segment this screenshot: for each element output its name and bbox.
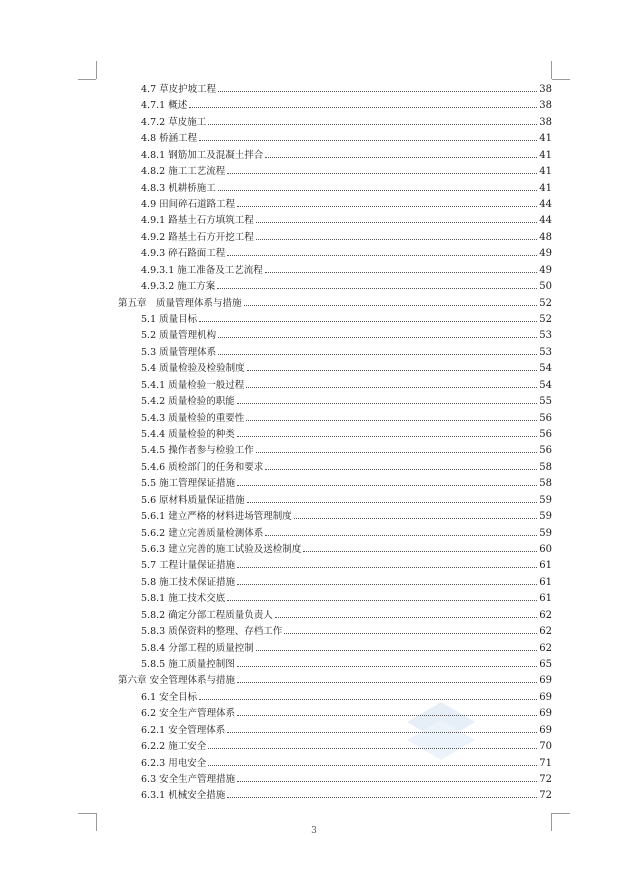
toc-entry[interactable] bbox=[141, 79, 552, 95]
toc-entry-label: 4.9.3.1 施工准备及工艺流程 bbox=[141, 264, 263, 276]
toc-entry[interactable] bbox=[141, 194, 552, 210]
toc-entry[interactable] bbox=[141, 555, 552, 571]
toc-dot-leader bbox=[246, 420, 537, 421]
toc-entry[interactable] bbox=[141, 161, 552, 177]
toc-entry-label: 6.3 安全生产管理措施 bbox=[141, 774, 236, 786]
toc-dot-leader bbox=[256, 452, 538, 453]
toc-entry-page: 41 bbox=[539, 149, 552, 161]
toc-entry-label: 4.9 田间碎石道路工程 bbox=[141, 199, 236, 210]
toc-entry-label: 4.8 桥涵工程 bbox=[141, 133, 198, 145]
toc-entry[interactable] bbox=[141, 490, 552, 506]
toc-dot-leader bbox=[227, 255, 537, 256]
toc-dot-leader bbox=[265, 157, 537, 158]
toc-dot-leader bbox=[237, 206, 537, 207]
toc-dot-leader bbox=[227, 173, 537, 174]
toc-entry-label: 4.9.3.2 施工方案 bbox=[141, 281, 216, 293]
toc-dot-leader bbox=[199, 321, 537, 322]
toc-entry-label: 5.8.4 分部工程的质量控制 bbox=[141, 642, 254, 654]
toc-entry-page: 71 bbox=[539, 757, 552, 769]
toc-entry-label: 5.5 施工管理保证措施 bbox=[141, 478, 236, 490]
toc-entry[interactable] bbox=[141, 260, 552, 276]
toc-entry[interactable] bbox=[141, 178, 552, 194]
toc-entry-label: 4.7.1 概述 bbox=[141, 100, 188, 112]
toc-entry-page: 53 bbox=[539, 330, 552, 342]
toc-entry-label: 5.4.3 质量检验的重要性 bbox=[141, 412, 245, 424]
toc-entry-label: 5.8.2 确定分部工程质量负责人 bbox=[141, 609, 273, 621]
toc-dot-leader bbox=[218, 91, 537, 92]
toc-entry-label: 5.4.6 质检部门的任务和要求 bbox=[141, 461, 264, 473]
toc-entry-page: 54 bbox=[539, 363, 552, 375]
toc-entry-label: 4.9.2 路基土石方开挖工程 bbox=[141, 231, 254, 243]
toc-entry-page: 61 bbox=[539, 576, 552, 588]
toc-entry-label: 4.7.2 草皮施工 bbox=[141, 116, 207, 128]
toc-entry[interactable] bbox=[141, 210, 552, 226]
toc-dot-leader bbox=[294, 518, 538, 519]
toc-entry-page: 69 bbox=[539, 691, 552, 703]
toc-entry-page: 59 bbox=[539, 494, 552, 506]
toc-entry-label: 5.2 质量管理机构 bbox=[141, 330, 217, 342]
toc-entry-label: 4.9.1 路基土石方填筑工程 bbox=[141, 215, 254, 227]
toc-entry-page: 59 bbox=[539, 511, 552, 523]
toc-entry-label: 5.6 原材料质量保证措施 bbox=[141, 494, 245, 506]
toc-entry-label: 5.8.5 施工质量控制图 bbox=[141, 659, 235, 671]
toc-entry[interactable] bbox=[141, 408, 552, 424]
toc-entry-page: 44 bbox=[539, 199, 552, 210]
toc-dot-leader bbox=[189, 107, 537, 108]
toc-entry[interactable] bbox=[141, 473, 552, 489]
toc-dot-leader bbox=[275, 617, 538, 618]
toc-dot-leader bbox=[256, 222, 538, 223]
toc-entry-page: 72 bbox=[539, 790, 552, 802]
toc-entry-page: 62 bbox=[539, 609, 552, 621]
toc-dot-leader bbox=[303, 551, 537, 552]
toc-entry[interactable] bbox=[141, 112, 552, 128]
toc-entry[interactable] bbox=[141, 621, 552, 637]
toc-entry-page: 41 bbox=[539, 166, 552, 178]
crop-mark-bottom-left bbox=[78, 813, 96, 814]
toc-entry[interactable] bbox=[141, 572, 552, 588]
toc-chapter-entry[interactable] bbox=[118, 670, 552, 686]
toc-entry-label: 5.6.2 建立完善质量检测体系 bbox=[141, 527, 264, 539]
toc-entry-label: 6.2.1 安全管理体系 bbox=[141, 724, 226, 736]
toc-entry-page: 62 bbox=[539, 626, 552, 638]
toc-dot-leader bbox=[208, 748, 537, 749]
toc-entry-label: 5.4.4 质量检验的种类 bbox=[141, 429, 235, 441]
toc-dot-leader bbox=[237, 584, 537, 585]
toc-entry-label: 5.7 工程计量保证措施 bbox=[141, 560, 236, 572]
toc-entry[interactable] bbox=[141, 588, 552, 604]
toc-entry-page: 54 bbox=[539, 379, 552, 391]
toc-entry[interactable] bbox=[141, 703, 552, 719]
toc-dot-leader bbox=[256, 239, 538, 240]
toc-dot-leader bbox=[237, 682, 537, 683]
toc-dot-leader bbox=[237, 403, 538, 404]
toc-entry-page: 58 bbox=[539, 478, 552, 490]
toc-dot-leader bbox=[227, 732, 537, 733]
toc-entry-page: 41 bbox=[539, 133, 552, 145]
toc-entry-page: 65 bbox=[539, 659, 552, 671]
crop-mark-top-left bbox=[78, 79, 96, 80]
toc-entry-page: 61 bbox=[539, 593, 552, 605]
toc-entry-page: 50 bbox=[539, 281, 552, 293]
toc-dot-leader bbox=[246, 387, 537, 388]
toc-dot-leader bbox=[237, 666, 538, 667]
toc-dot-leader bbox=[237, 436, 538, 437]
toc-dot-leader bbox=[199, 699, 537, 700]
toc-entry[interactable] bbox=[141, 605, 552, 621]
toc-entry[interactable] bbox=[141, 785, 552, 801]
toc-entry-page: 69 bbox=[539, 724, 552, 736]
toc-entry-label: 6.2 安全生产管理体系 bbox=[141, 708, 236, 720]
toc-entry[interactable] bbox=[141, 506, 552, 522]
toc-entry-page: 56 bbox=[539, 429, 552, 441]
toc-entry-page: 49 bbox=[539, 248, 552, 260]
toc-dot-leader bbox=[208, 765, 537, 766]
toc-dot-leader bbox=[218, 337, 537, 338]
toc-entry-page: 72 bbox=[539, 774, 552, 786]
toc-entry-label: 5.1 质量目标 bbox=[141, 314, 198, 326]
toc-entry[interactable] bbox=[141, 687, 552, 703]
toc-entry-page: 70 bbox=[539, 741, 552, 753]
toc-dot-leader bbox=[265, 272, 538, 273]
toc-entry-label: 5.4 质量检验及检验制度 bbox=[141, 363, 245, 375]
toc-dot-leader bbox=[265, 535, 537, 536]
crop-mark-top-right bbox=[552, 79, 570, 80]
toc-entry[interactable] bbox=[141, 440, 552, 456]
toc-entry-page: 60 bbox=[539, 544, 552, 556]
crop-mark-top-left-v bbox=[96, 61, 97, 79]
toc-entry-page: 59 bbox=[539, 527, 552, 539]
toc-entry-label: 5.4.1 质量检验一般过程 bbox=[141, 379, 245, 391]
crop-mark-bottom-right bbox=[552, 813, 570, 814]
toc-dot-leader bbox=[218, 190, 538, 191]
toc-entry-label: 5.6.1 建立严格的材料进场管理制度 bbox=[141, 511, 292, 523]
toc-dot-leader bbox=[218, 354, 537, 355]
toc-entry-label: 6.2.3 用电安全 bbox=[141, 757, 207, 769]
toc-entry[interactable] bbox=[141, 227, 552, 243]
toc-dot-leader bbox=[284, 633, 537, 634]
toc-entry[interactable] bbox=[141, 358, 552, 374]
toc-dot-leader bbox=[227, 600, 537, 601]
toc-entry-label: 5.4.2 质量检验的职能 bbox=[141, 396, 235, 408]
toc-entry-page: 56 bbox=[539, 445, 552, 457]
toc-entry[interactable] bbox=[141, 325, 552, 341]
toc-chapter-entry[interactable] bbox=[118, 293, 552, 309]
toc-entry[interactable] bbox=[141, 342, 552, 358]
toc-entry-label: 4.7 草皮护坡工程 bbox=[141, 84, 217, 95]
toc-dot-leader bbox=[244, 305, 538, 306]
toc-entry-page: 41 bbox=[539, 182, 552, 194]
toc-dot-leader bbox=[208, 124, 537, 125]
toc-entry[interactable] bbox=[141, 391, 552, 407]
toc-dot-leader bbox=[227, 797, 537, 798]
toc-entry[interactable] bbox=[141, 457, 552, 473]
toc-entry-page: 58 bbox=[539, 461, 552, 473]
toc-entry[interactable] bbox=[141, 654, 552, 670]
toc-entry[interactable] bbox=[141, 128, 552, 144]
toc-entry-page: 44 bbox=[539, 215, 552, 227]
toc-dot-leader bbox=[265, 469, 537, 470]
toc-entry-label: 5.6.3 建立完善的施工试验及送检制度 bbox=[141, 544, 302, 556]
toc-entry[interactable] bbox=[141, 375, 552, 391]
toc-entry-label: 6.2.2 施工安全 bbox=[141, 741, 207, 753]
toc-entry-page: 62 bbox=[539, 642, 552, 654]
toc-entry-page: 69 bbox=[539, 675, 552, 687]
toc-entry-label: 4.8.1 钢筋加工及混凝土拌合 bbox=[141, 149, 264, 161]
toc-entry-label: 4.8.3 机耕桥施工 bbox=[141, 182, 216, 194]
toc-entry[interactable] bbox=[141, 309, 552, 325]
toc-entry-label: 5.4.5 操作者参与检验工作 bbox=[141, 445, 254, 457]
toc-entry[interactable] bbox=[141, 638, 552, 654]
toc-entry[interactable] bbox=[141, 539, 552, 555]
toc-entry-label: 4.8.2 施工工艺流程 bbox=[141, 166, 226, 178]
toc-dot-leader bbox=[237, 781, 537, 782]
toc-entry-page: 52 bbox=[539, 314, 552, 326]
toc-entry-page: 69 bbox=[539, 708, 552, 720]
toc-entry[interactable] bbox=[141, 424, 552, 440]
toc-entry-page: 53 bbox=[539, 346, 552, 358]
toc-dot-leader bbox=[199, 140, 537, 141]
toc-entry-label: 第五章 质量管理体系与措施 bbox=[118, 297, 242, 309]
toc-entry[interactable] bbox=[141, 145, 552, 161]
toc-entry-page: 49 bbox=[539, 264, 552, 276]
toc-entry[interactable] bbox=[141, 243, 552, 259]
crop-mark-top-right-v bbox=[551, 61, 552, 79]
toc-entry[interactable] bbox=[141, 753, 552, 769]
crop-mark-bottom-left-v bbox=[96, 813, 97, 831]
toc-dot-leader bbox=[237, 567, 537, 568]
toc-dot-leader bbox=[237, 715, 537, 716]
page-number: 3 bbox=[311, 826, 317, 836]
toc-entry-label: 5.8 施工技术保证措施 bbox=[141, 576, 236, 588]
toc-entry[interactable] bbox=[141, 736, 552, 752]
toc-entry-page: 38 bbox=[539, 100, 552, 112]
toc-dot-leader bbox=[247, 370, 538, 371]
toc-entry[interactable] bbox=[141, 720, 552, 736]
toc-entry[interactable] bbox=[141, 769, 552, 785]
toc-entry-page: 52 bbox=[539, 297, 552, 309]
toc-entry-label: 6.1 安全目标 bbox=[141, 691, 198, 703]
toc-entry-label: 5.3 质量管理体系 bbox=[141, 346, 217, 358]
toc-dot-leader bbox=[217, 288, 537, 289]
toc-entry-page: 38 bbox=[539, 84, 552, 95]
toc-dot-leader bbox=[256, 650, 538, 651]
toc-entry[interactable] bbox=[141, 523, 552, 539]
toc-dot-leader bbox=[247, 502, 538, 503]
toc-entry[interactable] bbox=[141, 276, 552, 292]
toc-entry-page: 48 bbox=[539, 231, 552, 243]
toc-entry-label: 5.8.3 质保资料的整理、存档工作 bbox=[141, 626, 283, 638]
toc-entry-label: 6.3.1 机械安全措施 bbox=[141, 790, 226, 802]
toc-entry-label: 第六章 安全管理体系与措施 bbox=[118, 675, 236, 687]
toc-entry-label: 5.8.1 施工技术交底 bbox=[141, 593, 226, 605]
toc-entry-page: 55 bbox=[539, 396, 552, 408]
toc-entry-page: 56 bbox=[539, 412, 552, 424]
toc-entry[interactable] bbox=[141, 95, 552, 111]
toc-dot-leader bbox=[237, 485, 537, 486]
toc-entry-label: 4.9.3 碎石路面工程 bbox=[141, 248, 226, 260]
toc-entry-page: 38 bbox=[539, 116, 552, 128]
toc-entry-page: 61 bbox=[539, 560, 552, 572]
crop-mark-bottom-right-v bbox=[551, 813, 552, 831]
